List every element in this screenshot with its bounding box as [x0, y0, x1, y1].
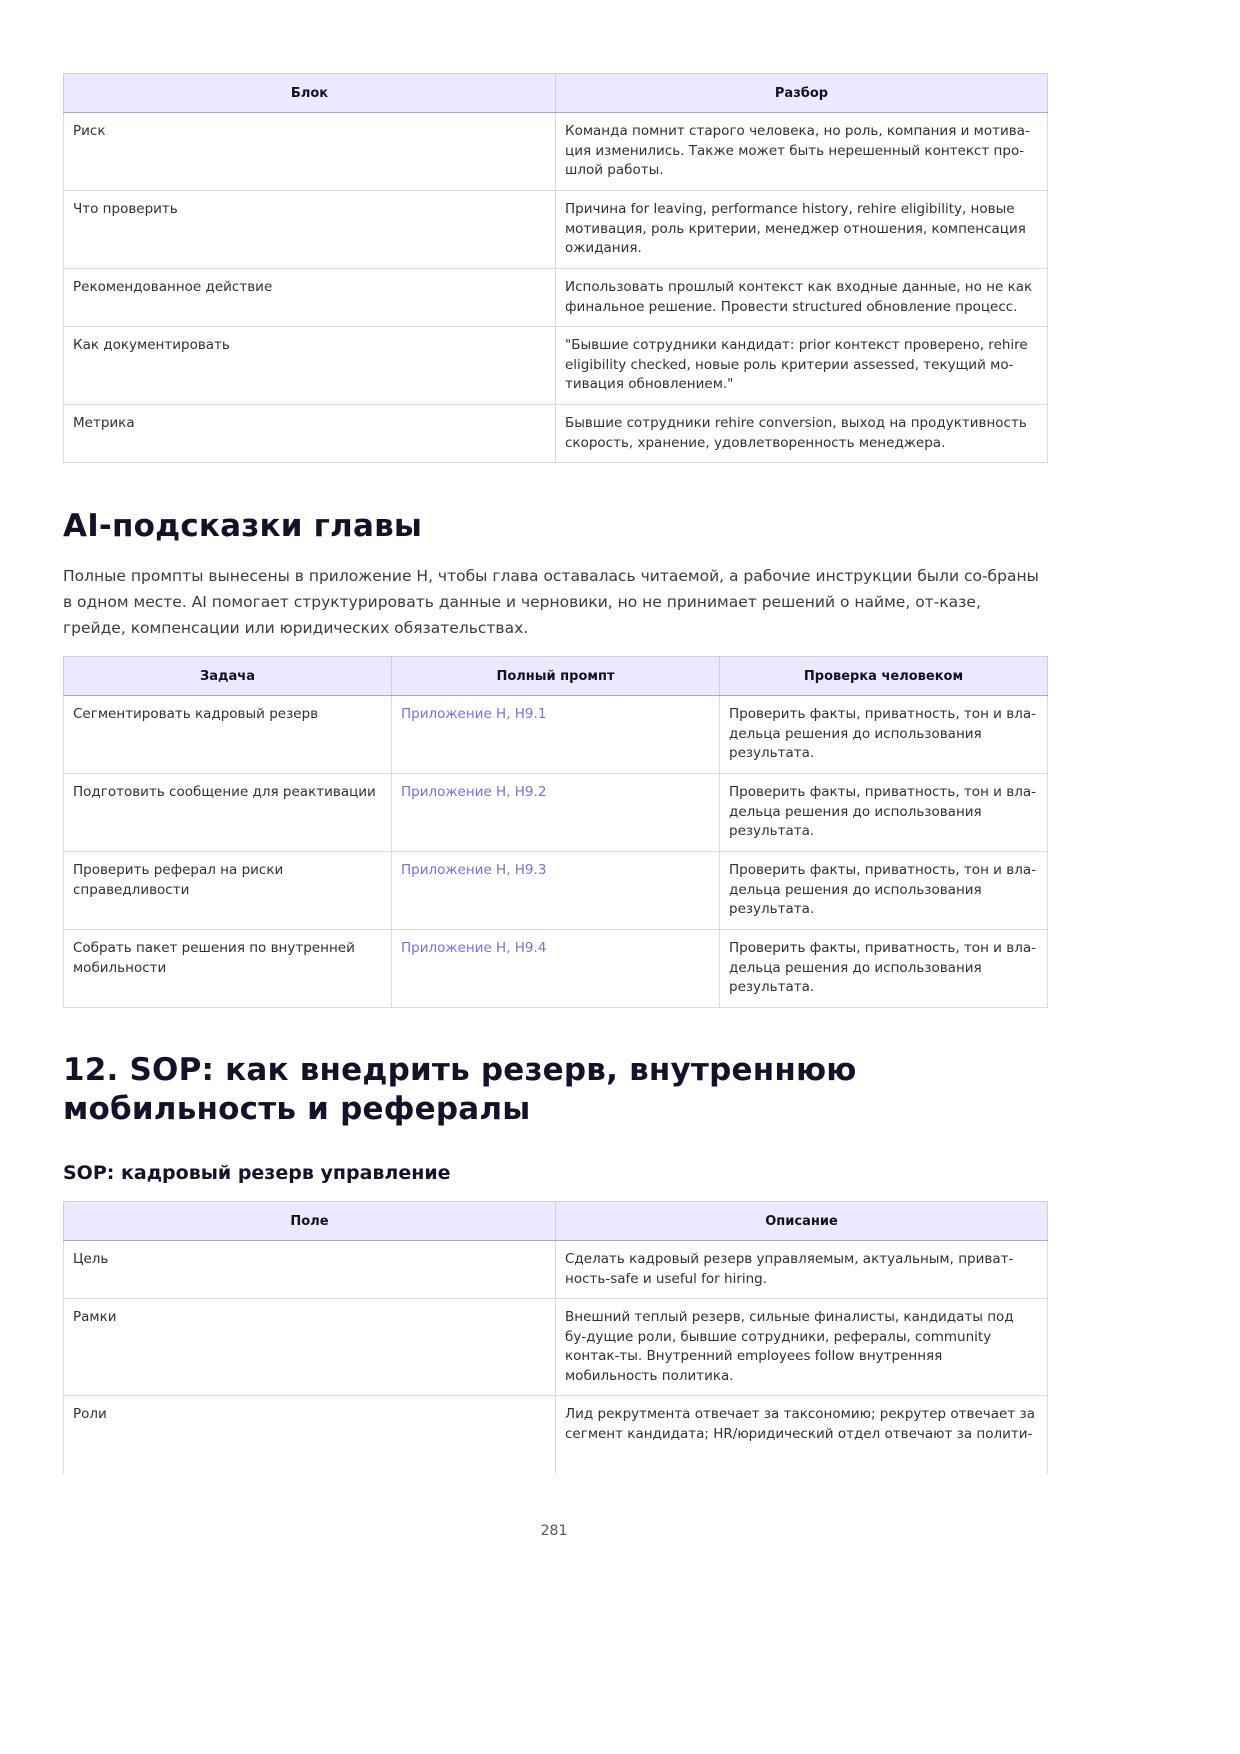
column-header: Полный промпт [392, 657, 720, 696]
table-row [64, 327, 1048, 405]
column-header: Блок [64, 74, 556, 113]
appendix-link[interactable]: Приложение H, H9.4 [392, 930, 720, 1008]
column-header: Поле [64, 1202, 556, 1241]
table-cell: Лид рекрутмента отвечает за таксономию; рекрутер отвечает за сегмент кандидата; HR/юридический отдел отвечают за полити- [556, 1396, 1048, 1474]
section-paragraph: Полные промпты вынесены в приложение H, чтобы глава оставалась читаемой, а рабочие инструкции были со-браны в одном месте. AI помогает структурировать данные и черновики, но не принимает решений о найме, от-казе, грейде, компенсации или юридических обязательствах. [63, 567, 1039, 637]
table-cell: Сделать кадровый резерв управляемым, актуальным, приват-ность-safe и useful for hiring. [556, 1241, 1048, 1299]
table-cell: Проверить факты, приватность, тон и вла-дельца решения до использования результата. [720, 774, 1048, 852]
column-header: Разбор [556, 74, 1048, 113]
table-header-row [64, 657, 1048, 696]
table-cell: Рекомендованное действие [64, 269, 556, 327]
table-block-analysis [63, 73, 1048, 463]
table-row [64, 1396, 1048, 1474]
appendix-link[interactable]: Приложение H, H9.2 [392, 774, 720, 852]
page-content [63, 73, 1047, 1474]
table-row [64, 852, 1048, 930]
table-cell: Команда помнит старого человека, но роль, компания и мотива-ция изменились. Также может быть нерешенный контекст про-шлой работы. [556, 113, 1048, 191]
table-cell: Проверить факты, приватность, тон и вла-дельца решения до использования результата. [720, 696, 1048, 774]
table-cell: Роли [64, 1396, 556, 1474]
table-cell: Сегментировать кадровый резерв [64, 696, 392, 774]
table-ai-prompts [63, 656, 1048, 1008]
page-number: 281 [540, 1523, 568, 1539]
section-heading-ai-prompts: AI-подсказки главы [63, 508, 423, 544]
table-row [64, 930, 1048, 1008]
table-cell: Что проверить [64, 191, 556, 269]
table-header-row [64, 1202, 1048, 1241]
table-cell: Как документировать [64, 327, 556, 405]
table-sop-fields [63, 1201, 1048, 1474]
section-heading-sop: 12. SOP: как внедрить резерв, внутреннюю мобильность и рефералы [63, 1052, 857, 1127]
table-row [64, 1241, 1048, 1299]
table-row [64, 1299, 1048, 1396]
table-cell: Внешний теплый резерв, сильные финалисты, кандидаты под бу-дущие роли, бывшие сотрудники, рефералы, community контак-ты. Внутренний employees follow внутренняя мобильность политика. [556, 1299, 1048, 1396]
table-cell: Рамки [64, 1299, 556, 1396]
table-row [64, 269, 1048, 327]
column-header: Задача [64, 657, 392, 696]
table-cell: Бывшие сотрудники rehire conversion, выход на продуктивность скорость, хранение, удовлетворенность менеджера. [556, 405, 1048, 463]
column-header: Проверка человеком [720, 657, 1048, 696]
table-cell: Цель [64, 1241, 556, 1299]
table-row [64, 113, 1048, 191]
table-row [64, 405, 1048, 463]
table-cell: Собрать пакет решения по внутренней мобильности [64, 930, 392, 1008]
table-cell: "Бывшие сотрудники кандидат: prior контекст проверено, rehire eligibility checked, новые роль критерии assessed, текущий мо-тивация обновлением." [556, 327, 1048, 405]
appendix-link[interactable]: Приложение H, H9.1 [392, 696, 720, 774]
subsection-heading: SOP: кадровый резерв управление [63, 1162, 451, 1184]
column-header: Описание [556, 1202, 1048, 1241]
table-cell: Причина for leaving, performance history, rehire eligibility, новые мотивация, роль критерии, менеджер отношения, компенсация ожидания. [556, 191, 1048, 269]
table-header-row [64, 74, 1048, 113]
table-cell: Проверить факты, приватность, тон и вла-дельца решения до использования результата. [720, 852, 1048, 930]
table-cell: Использовать прошлый контекст как входные данные, но не как финальное решение. Провести structured обновление процесс. [556, 269, 1048, 327]
appendix-link[interactable]: Приложение H, H9.3 [392, 852, 720, 930]
table-row [64, 191, 1048, 269]
table-row [64, 696, 1048, 774]
table-cell: Риск [64, 113, 556, 191]
table-row [64, 774, 1048, 852]
table-cell: Проверить факты, приватность, тон и вла-дельца решения до использования результата. [720, 930, 1048, 1008]
table-cell: Проверить реферал на риски справедливости [64, 852, 392, 930]
table-cell: Метрика [64, 405, 556, 463]
table-cell: Подготовить сообщение для реактивации [64, 774, 392, 852]
